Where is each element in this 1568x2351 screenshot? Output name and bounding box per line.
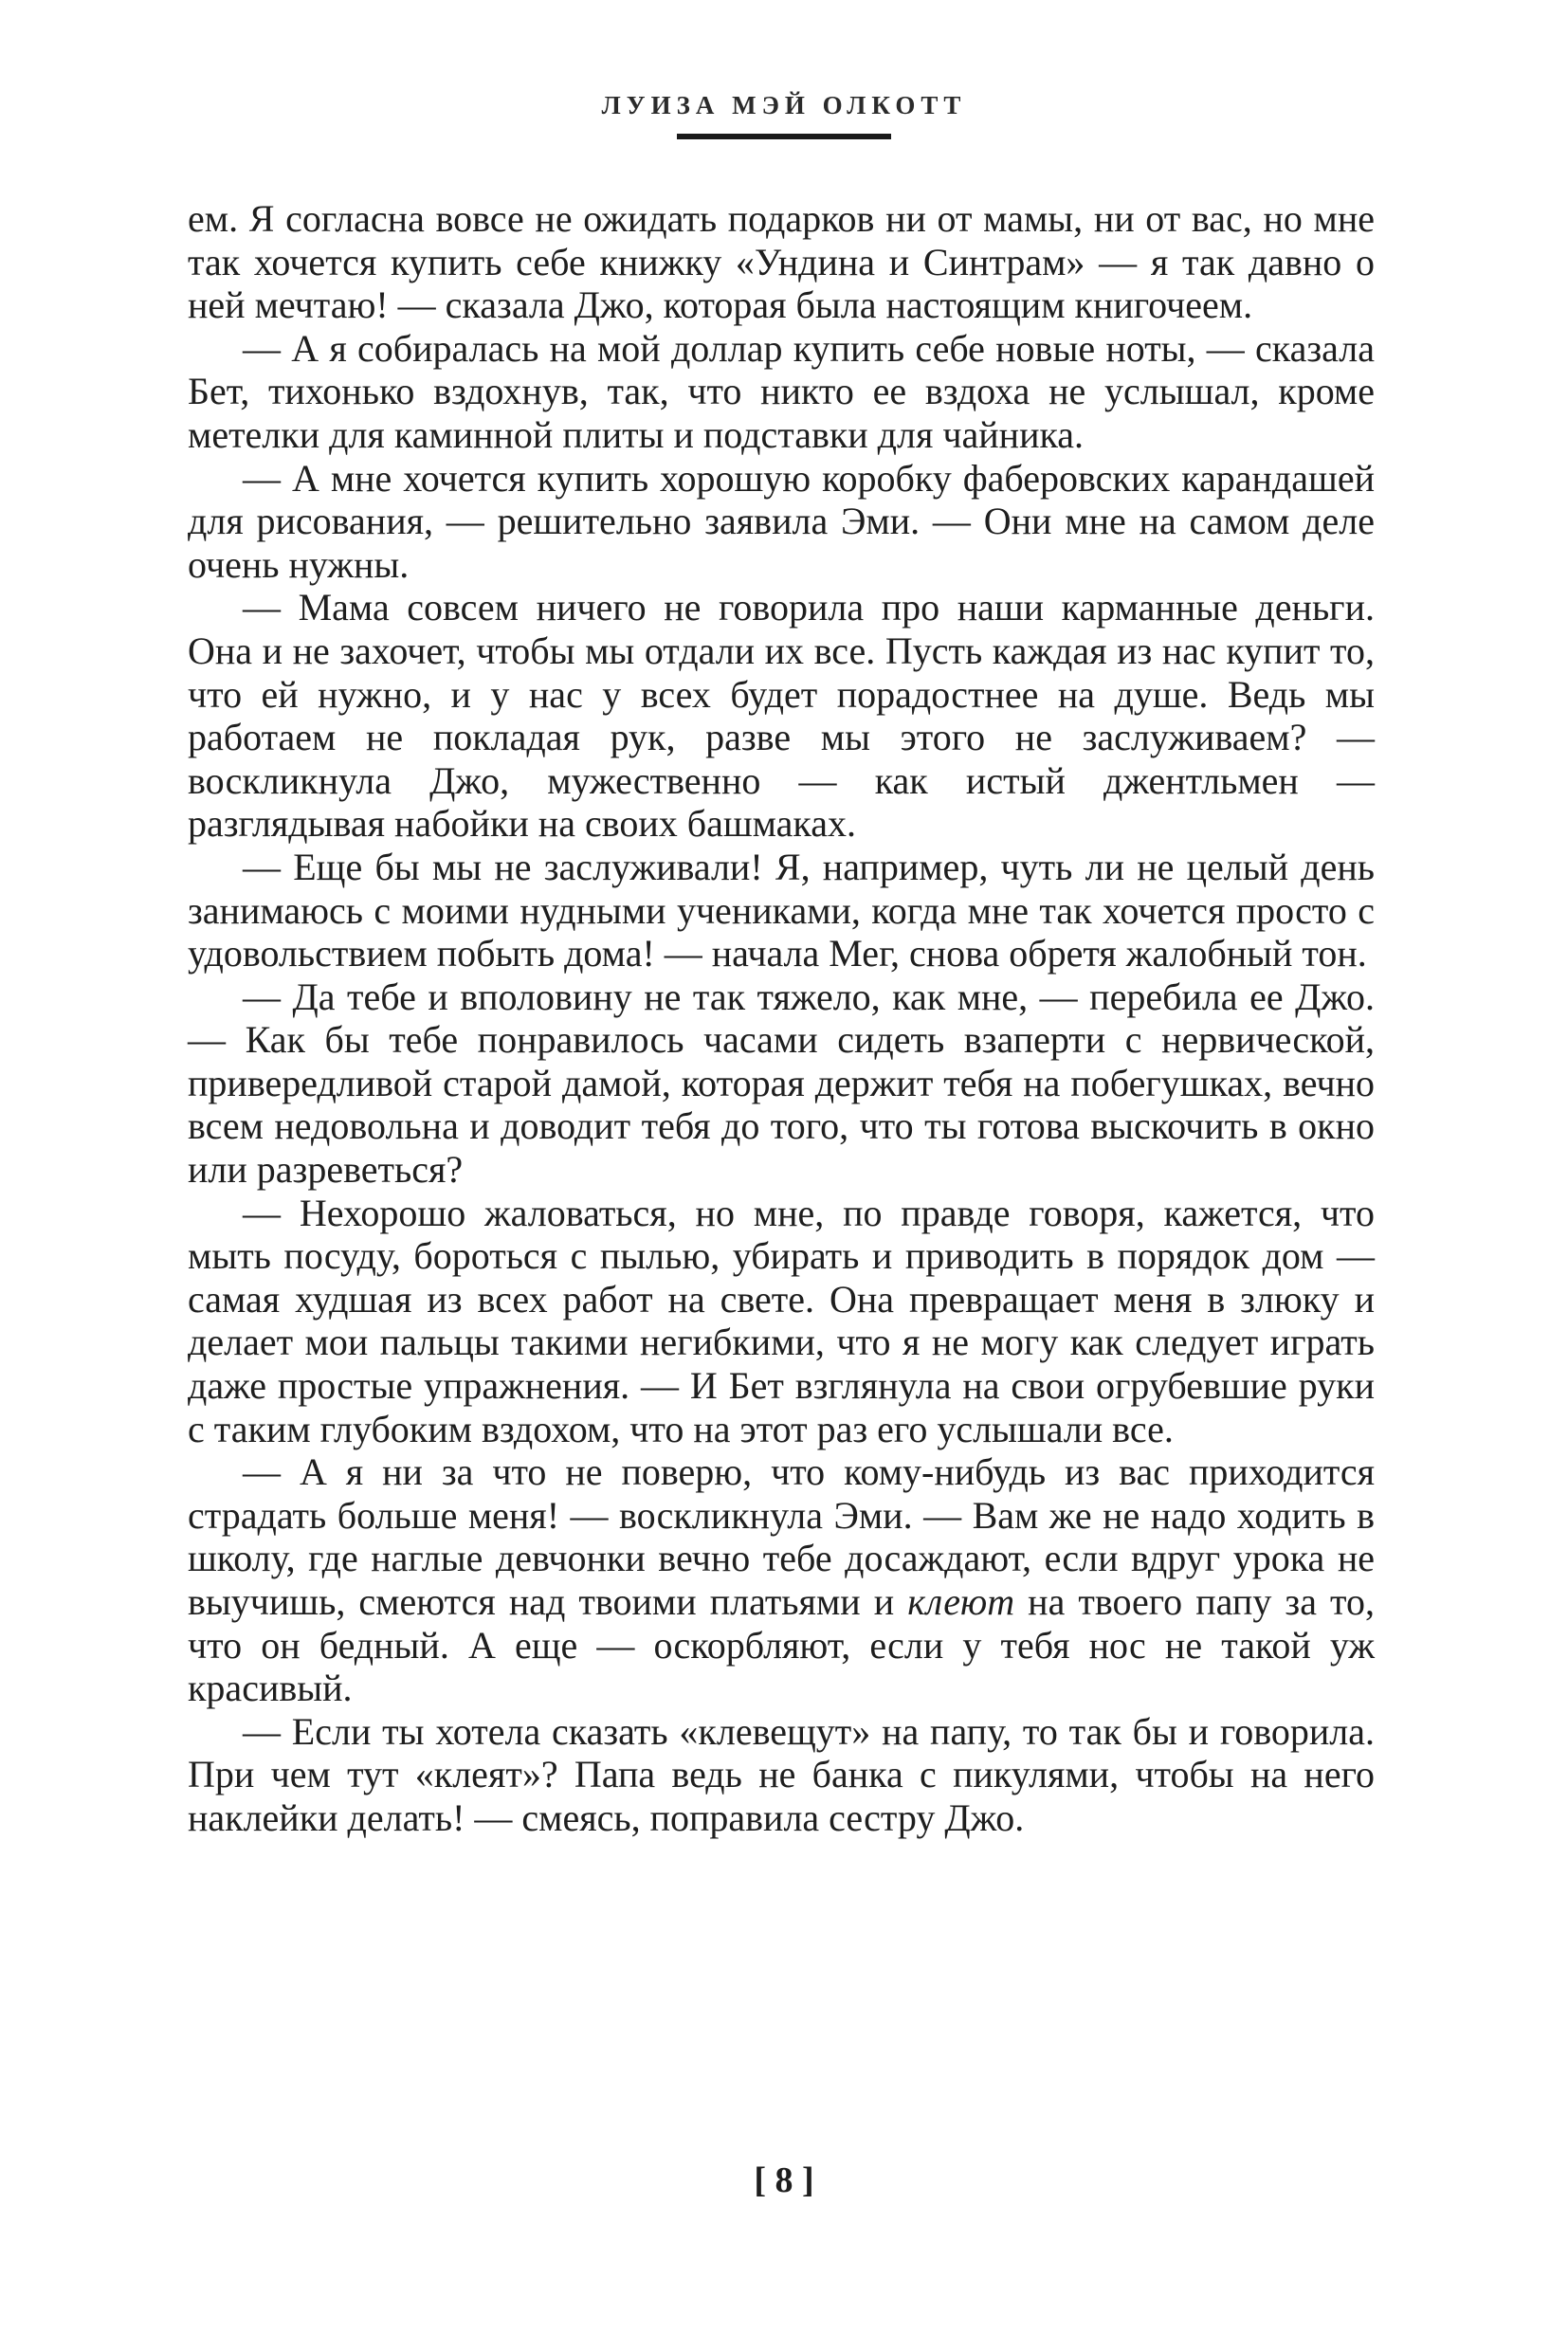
paragraph-8-part-1: — А я ни за что не поверю, что кому-нибудь из вас приходится страдать больше меня! — воскликнула Эми. — Вам же не надо ходить в школу, где наглые девчонки вечно тебе досаждают, если вдруг урока не выучишь, смеются над твоими платьями и [188,1450,1375,1623]
paragraph-4: — Мама совсем ничего не говорила про наши карманные деньги. Она и не захочет, чтобы мы отдали их все. Пусть каждая из нас купит то, что ей нужно, и у нас у всех будет порадостнее на душе. Ведь мы работаем не покладая рук, разве мы этого не заслуживаем? — воскликнула Джо, мужественно — как истый джентльмен — разглядывая набойки на своих башмаках. [188,586,1375,846]
body-text [188,197,1375,1840]
bracket-open: [ [754,2160,766,2200]
bracket-close: ] [802,2160,814,2200]
paragraph-7: — Нехорошо жаловаться, но мне, по правде говоря, кажется, что мыть посуду, бороться с пылью, убирать и приводить в порядок дом — самая худшая из всех работ на свете. Она превращает меня в злюку и делает мои пальцы такими негибкими, что я не могу как следует играть даже простые упражнения. — И Бет взглянула на свои огрубевшие руки с таким глубоким вздохом, что на этот раз его услышали все. [188,1191,1375,1450]
paragraph-8 [188,1450,1375,1710]
page-number [0,2160,1568,2201]
page-number-value: 8 [775,2160,793,2200]
italic-word: клеют [907,1580,1015,1623]
paragraph-9: — Если ты хотела сказать «клевещут» на папу, то так бы и говорила. При чем тут «клеят»? Папа ведь не банка с пикулями, чтобы на него наклейки делать! — смеясь, поправила сестру Джо. [188,1709,1375,1839]
author-name: ЛУИЗА МЭЙ ОЛКОТТ [601,91,967,119]
running-head [0,91,1568,139]
paragraph-3: — А мне хочется купить хорошую коробку фаберовских карандашей для рисования, — решительно заявила Эми. — Они мне на самом деле очень нужны. [188,456,1375,586]
header-rule [677,134,891,139]
paragraph-6: — Да тебе и вполовину не так тяжело, как мне, — перебила ее Джо. — Как бы тебе понравилось часами сидеть взаперти с нервической, привередливой старой дамой, которая держит тебя на побегушках, вечно всем недовольна и доводит тебя до того, что ты готова выскочить в окно или разреветься? [188,975,1375,1192]
paragraph-1: ем. Я согласна вовсе не ожидать подарков ни от мамы, ни от вас, но мне так хочется купить себе книжку «Ундина и Синтрам» — я так давно о ней мечтаю! — сказала Джо, которая была настоящим книгочеем. [188,197,1375,327]
paragraph-2: — А я собиралась на мой доллар купить себе новые ноты, — сказала Бет, тихонько вздохнув, так, что никто ее вздоха не услышал, кроме метелки для каминной плиты и подставки для чайника. [188,326,1375,456]
paragraph-8-part-2: на твоего папу за то, что он бедный. А еще — оскорбляют, если у тебя нос не такой уж красивый. [188,1580,1376,1710]
paragraph-5: — Еще бы мы не заслуживали! Я, например, чуть ли не целый день занимаюсь с моими нудными учениками, когда мне так хочется просто с удовольствием побыть дома! — начала Мег, снова обретя жалобный тон. [188,845,1375,975]
